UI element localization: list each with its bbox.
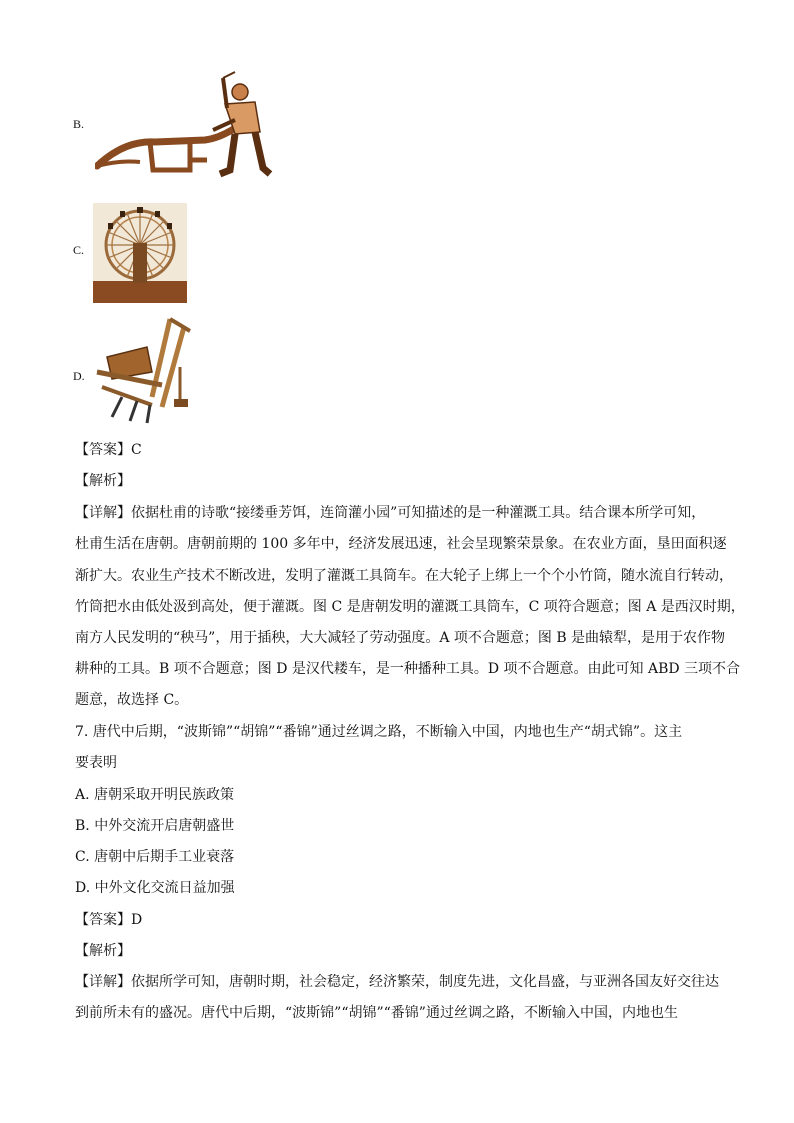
q7-detail-line: 到前所未有的盛况。唐代中后期，“波斯锦”“胡锦”“番锦”通过丝调之路，不断输入中国，内地也生 [75, 1005, 678, 1021]
q7-stem-line: 7. 唐代中后期，“波斯锦”“胡锦”“番锦”通过丝调之路，不断输入中国，内地也生产“胡式锦”。这主 [75, 724, 683, 740]
q7-answer: 【答案】D [75, 912, 143, 928]
q7-option-b: B. 中外交流开启唐朝盛世 [75, 818, 235, 834]
q6-detail-line: 杜甫生活在唐朝。唐朝前期的 100 多年中，经济发展迅速，社会呈现繁荣景象。在农业方面，垦田面积逐 [75, 536, 727, 552]
q7-option-c: C. 唐朝中后期手工业衰落 [75, 849, 235, 865]
option-c-letter: C. [73, 243, 85, 257]
waterwheel-image [93, 203, 187, 303]
plough-image [95, 70, 275, 180]
q7-option-d: D. 中外文化交流日益加强 [75, 880, 235, 896]
q7-option-a: A. 唐朝采取开明民族政策 [75, 787, 235, 803]
option-d-letter: D. [73, 369, 85, 383]
q6-answer: 【答案】C [75, 442, 142, 458]
seed-drill-image [92, 317, 202, 427]
q6-detail-line: 南方人民发明的“秧马”，用于插秧，大大减轻了劳动强度。A 项不合题意；图 B 是曲辕犁，是用于农作物 [75, 630, 726, 646]
q7-stem-line: 要表明 [75, 755, 117, 771]
q6-detail-line: 【详解】依据杜甫的诗歌“接缕垂芳饵，连筒灌小园”可知描述的是一种灌溉工具。结合课本所学可知， [75, 505, 706, 521]
q7-detail-line: 【详解】依据所学可知，唐朝时期，社会稳定，经济繁荣，制度先进，文化昌盛，与亚洲各国友好交往达 [75, 974, 719, 990]
q6-detail-line: 题意，故选择 C。 [75, 692, 189, 708]
q6-analysis-heading: 【解析】 [75, 473, 131, 489]
q6-detail-line: 渐扩大。农业生产技术不断改进，发明了灌溉工具筒车。在大轮子上绑上一个个小竹筒，随水流自行转动， [75, 568, 733, 584]
q6-detail-line: 竹筒把水由低处汲到高处，便于灌溉。图 C 是唐朝发明的灌溉工具筒车，C 项符合题意；图 A 是西汉时期， [75, 599, 745, 615]
option-b-letter: B. [73, 117, 85, 131]
q7-analysis-heading: 【解析】 [75, 943, 131, 959]
q6-detail-line: 耕种的工具。B 项不合题意；图 D 是汉代耧车，是一种播种工具。D 项不合题意。由此可知 ABD 三项不合 [75, 661, 741, 677]
